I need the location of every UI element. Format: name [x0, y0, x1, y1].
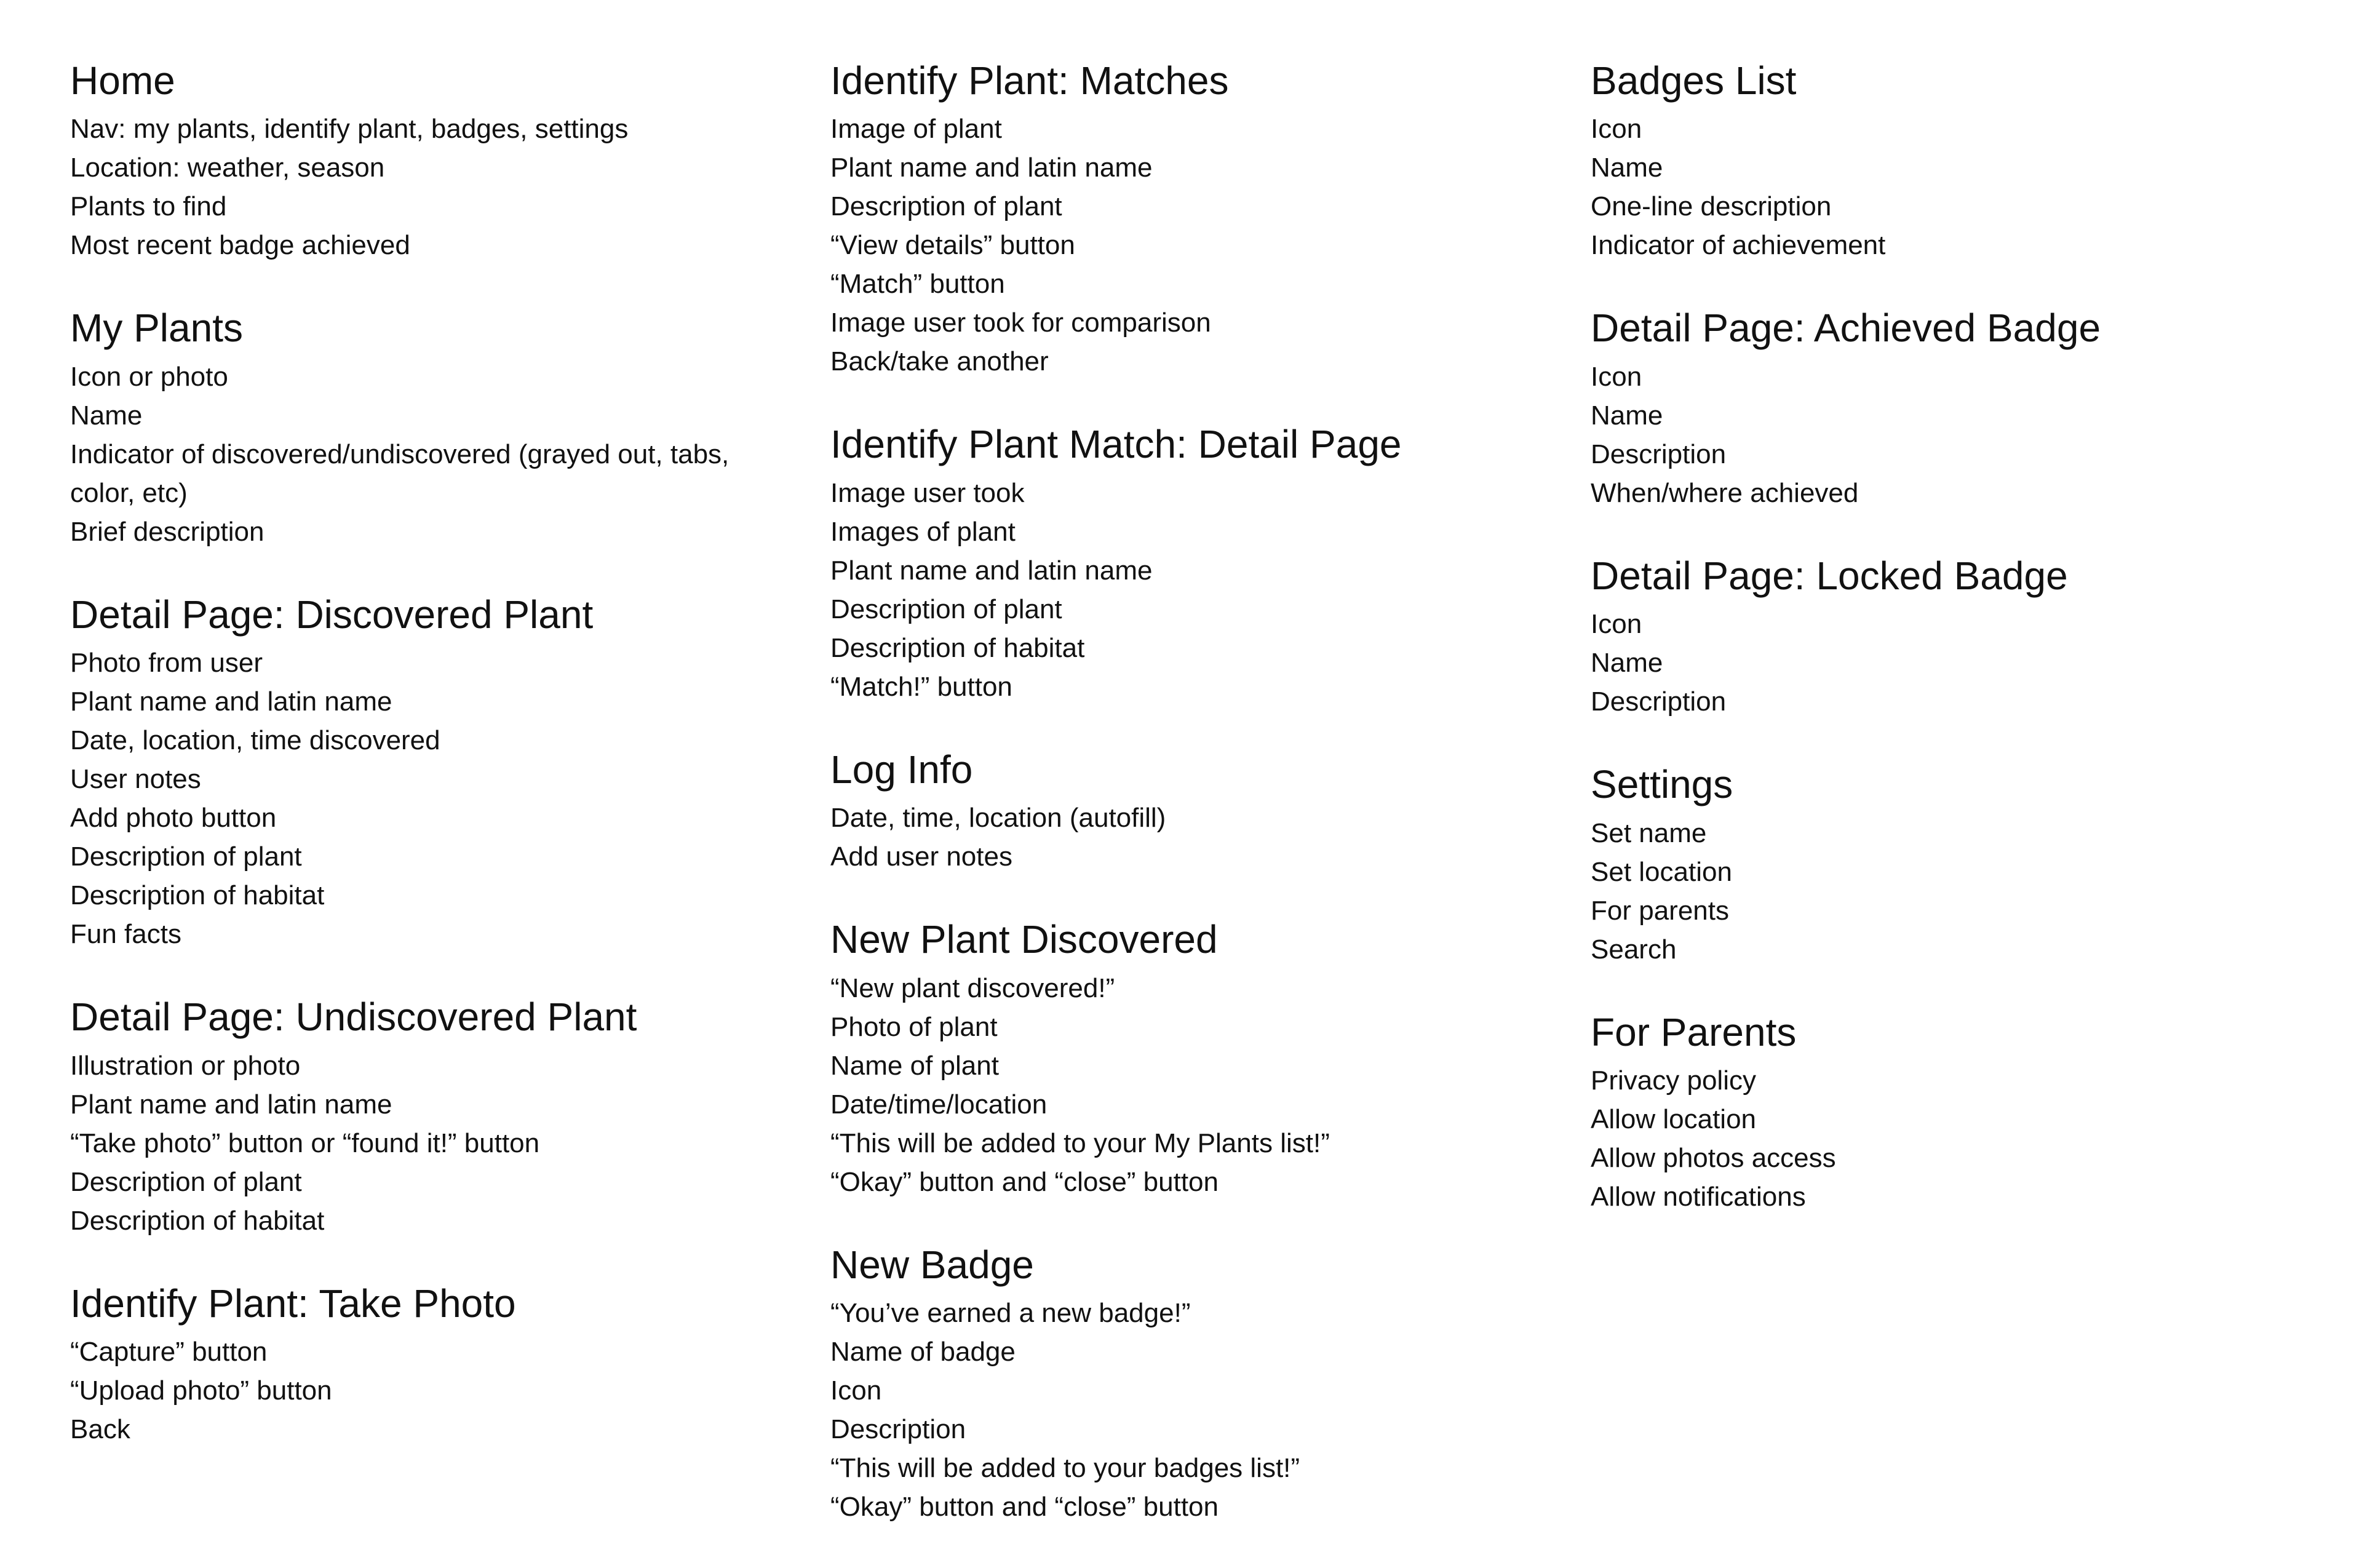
list-item: Date/time/location	[830, 1089, 1048, 1120]
section-title: Identify Plant: Matches	[830, 58, 1229, 103]
list-item: Photo of plant	[830, 1011, 998, 1042]
list-item: Fun facts	[70, 919, 181, 950]
list-item: Indicator of achievement	[1591, 230, 1886, 261]
list-item: Images of plant	[830, 516, 1016, 547]
section-items	[70, 1332, 830, 1449]
list-item: Add user notes	[830, 842, 1012, 872]
list-item: Image of plant	[830, 114, 1002, 145]
list-item: Plant name and latin name	[70, 686, 392, 717]
section-title: Badges List	[1591, 58, 1797, 103]
section-identify-plant-matches	[830, 59, 1591, 381]
list-item: Date, time, location (autofill)	[830, 803, 1166, 834]
list-item: Icon	[1591, 361, 1642, 392]
section-title: Home	[70, 58, 175, 103]
list-item: “Okay” button and “close” button	[830, 1166, 1219, 1197]
list-item: One-line description	[1591, 191, 1832, 222]
list-item: Search	[1591, 934, 1677, 965]
section-title: My Plants	[70, 306, 243, 351]
list-item: Allow location	[1591, 1104, 1757, 1134]
list-item: Most recent badge achieved	[70, 230, 410, 261]
section-title: Identify Plant: Take Photo	[70, 1281, 516, 1326]
left-column	[70, 59, 830, 1568]
list-item: Icon or photo	[70, 361, 228, 392]
list-item: Description of plant	[70, 1166, 302, 1197]
section-my-plants	[70, 306, 830, 551]
section-identify-plant-match-detail-page	[830, 423, 1591, 706]
list-item: Set location	[1591, 856, 1732, 887]
section-detail-page-discovered-plant	[70, 593, 830, 953]
list-item: Name	[70, 400, 143, 431]
list-item: “Upload photo” button	[70, 1375, 332, 1406]
section-new-plant-discovered	[830, 918, 1591, 1201]
section-items	[830, 798, 1591, 876]
list-item: Back/take another	[830, 346, 1049, 377]
list-item: Description	[1591, 439, 1727, 469]
section-items	[1591, 814, 2309, 969]
list-item: “This will be added to your My Plants list!”	[830, 1128, 1330, 1158]
section-items	[830, 1294, 1591, 1526]
document-page	[70, 59, 2309, 1568]
list-item: For parents	[1591, 895, 1729, 926]
list-item: Allow photos access	[1591, 1142, 1836, 1173]
section-title: Settings	[1591, 762, 1733, 807]
list-item: Name of badge	[830, 1336, 1016, 1367]
list-item: Plants to find	[70, 191, 227, 222]
section-title: Detail Page: Achieved Badge	[1591, 306, 2101, 351]
list-item: Name	[1591, 400, 1663, 431]
section-title: New Plant Discovered	[830, 917, 1218, 962]
section-items	[70, 109, 830, 265]
section-items	[1591, 109, 2309, 265]
section-detail-page-undiscovered-plant	[70, 995, 830, 1240]
list-item: Name	[1591, 153, 1663, 183]
section-title: New Badge	[830, 1242, 1034, 1287]
section-badges-list	[1591, 59, 2309, 265]
list-item: Plant name and latin name	[830, 153, 1153, 183]
section-home	[70, 59, 830, 265]
list-item: Date, location, time discovered	[70, 725, 440, 756]
list-item: Name	[1591, 648, 1663, 679]
list-item: Description of habitat	[70, 1205, 325, 1236]
list-item: Icon	[1591, 114, 1642, 145]
list-item: Image user took	[830, 477, 1025, 508]
section-items	[830, 474, 1591, 706]
section-items	[70, 643, 830, 953]
list-item: “New plant discovered!”	[830, 973, 1115, 1003]
section-detail-page-locked-badge	[1591, 554, 2309, 721]
list-item: Privacy policy	[1591, 1065, 1756, 1096]
list-item: “Capture” button	[70, 1336, 268, 1367]
list-item: “Match” button	[830, 269, 1005, 300]
section-title: For Parents	[1591, 1009, 1797, 1054]
list-item: Description of habitat	[830, 632, 1085, 663]
section-title: Detail Page: Discovered Plant	[70, 592, 594, 637]
list-item: Description of plant	[830, 594, 1062, 624]
list-item: Photo from user	[70, 648, 263, 679]
list-item: Description	[1591, 686, 1727, 717]
section-title: Log Info	[830, 747, 973, 792]
section-title: Identify Plant Match: Detail Page	[830, 422, 1402, 467]
section-detail-page-achieved-badge	[1591, 306, 2309, 512]
list-item: User notes	[70, 764, 201, 795]
list-item: Description	[830, 1414, 966, 1444]
section-for-parents	[1591, 1011, 2309, 1216]
list-item: Nav: my plants, identify plant, badges, settings	[70, 114, 629, 145]
list-item: Name of plant	[830, 1050, 999, 1081]
section-items	[70, 1046, 830, 1240]
section-title: Detail Page: Locked Badge	[1591, 553, 2068, 598]
list-item: Description of plant	[830, 191, 1062, 222]
list-item: Plant name and latin name	[830, 555, 1153, 586]
list-item: When/where achieved	[1591, 477, 1859, 508]
section-items	[830, 109, 1591, 381]
section-items	[1591, 1061, 2309, 1216]
list-item: “Take photo” button or “found it!” button	[70, 1128, 540, 1158]
list-item: “Okay” button and “close” button	[830, 1491, 1219, 1522]
list-item: Set name	[1591, 818, 1707, 848]
list-item: Image user took for comparison	[830, 308, 1211, 338]
list-item: “Match!” button	[830, 671, 1012, 702]
right-column	[1591, 59, 2309, 1568]
middle-column	[830, 59, 1591, 1568]
list-item: Icon	[1591, 609, 1642, 640]
section-items	[830, 969, 1591, 1201]
list-item: Allow notifications	[1591, 1181, 1806, 1212]
section-items	[1591, 357, 2309, 512]
section-items	[70, 357, 830, 551]
section-log-info	[830, 748, 1591, 876]
list-item: Description of habitat	[70, 880, 325, 911]
list-item: “This will be added to your badges list!”	[830, 1452, 1300, 1483]
list-item: Description of plant	[70, 842, 302, 872]
list-item: Illustration or photo	[70, 1050, 301, 1081]
list-item: Location: weather, season	[70, 153, 385, 183]
section-identify-plant-take-photo	[70, 1282, 830, 1449]
list-item: “You’ve earned a new badge!”	[830, 1297, 1191, 1328]
section-new-badge	[830, 1243, 1591, 1526]
list-item: Icon	[830, 1375, 882, 1406]
list-item: Indicator of discovered/undiscovered (grayed out, tabs, color, etc)	[70, 439, 730, 508]
list-item: “View details” button	[830, 230, 1075, 261]
list-item: Add photo button	[70, 803, 277, 834]
section-items	[1591, 605, 2309, 721]
list-item: Back	[70, 1414, 130, 1444]
list-item: Plant name and latin name	[70, 1089, 392, 1120]
list-item: Brief description	[70, 516, 264, 547]
section-settings	[1591, 763, 2309, 968]
section-title: Detail Page: Undiscovered Plant	[70, 995, 637, 1040]
